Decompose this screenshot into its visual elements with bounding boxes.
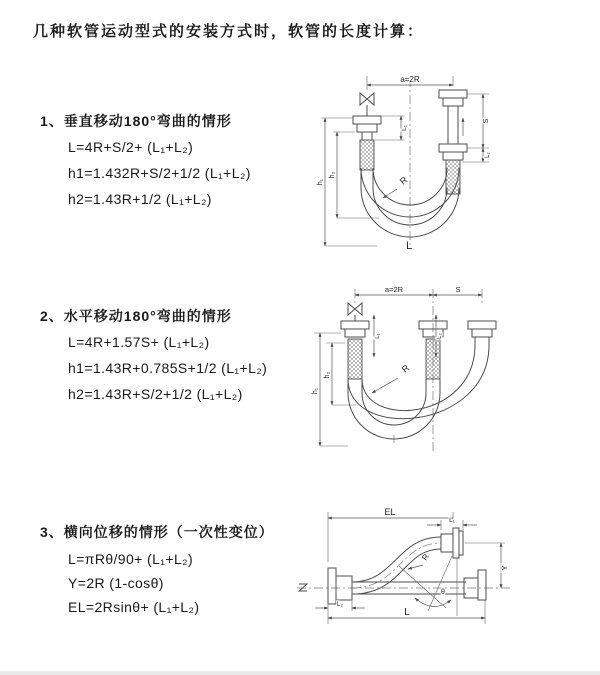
valve-icon: [360, 93, 374, 116]
diagram-1-linework: [321, 76, 489, 250]
angle-label: θ: [441, 589, 445, 596]
braid-section: [348, 339, 362, 379]
formula-line: h1=1.432R+S/2+1/2 (L₁+L₂): [68, 165, 251, 181]
dim-label-s: S: [455, 285, 461, 294]
dim-label-l1: L₁: [401, 125, 408, 131]
dim-label-h1: h₁: [317, 178, 324, 186]
dim-label-a2r: a=2R: [384, 285, 404, 294]
dim-label-s: S: [483, 118, 490, 124]
formula-line: h2=1.43R+S/2+1/2 (L₁+L₂): [68, 386, 243, 402]
dim-label-l1: L₁: [449, 517, 455, 524]
formula-line: h1=1.43R+0.785S+1/2 (L₁+L₂): [68, 360, 268, 376]
braid-section: [360, 140, 374, 170]
length-label: L: [404, 607, 410, 618]
formula-line: h2=1.43R+1/2 (L₁+L₂): [68, 191, 212, 207]
radius-label: R: [399, 362, 412, 375]
formula-line: L=πRθ/90+ (L₁+L₂): [68, 551, 194, 567]
dim-label-h2: h₂: [329, 171, 336, 179]
diagram-horizontal-180-bend: [312, 283, 592, 458]
dim-label-a2r: a=2R: [400, 75, 420, 84]
radius-label: R: [420, 552, 431, 563]
section-1-formulas: [68, 134, 251, 212]
section-1-heading: 1、垂直移动180°弯曲的情形: [40, 113, 232, 129]
formula-line: Y=2R (1-cosθ): [68, 575, 164, 591]
dim-label-l2: L₂: [437, 333, 443, 339]
formula-line: L=4R+S/2+ (L₁+L₂): [68, 139, 194, 155]
dim-label-y: Y: [500, 565, 509, 571]
formula-line: L=4R+1.57S+ (L₁+L₂): [68, 334, 210, 350]
centerline-break-mark: [299, 584, 307, 591]
page-title: 几种软管运动型式的安装方式时，软管的长度计算：: [33, 23, 425, 40]
scan-edge-strip: [0, 671, 600, 675]
valve-icon: [348, 303, 362, 321]
dim-label-h2: h₂: [324, 371, 331, 379]
radius-label: R: [397, 174, 410, 187]
dim-label-l2: L₂: [485, 152, 491, 158]
diagram-lateral-displacement: [295, 498, 595, 653]
section-2-heading: 2、水平移动180°弯曲的情形: [40, 308, 232, 324]
section-2-formulas: [68, 329, 267, 407]
diagram-vertical-180-bend: [315, 68, 585, 253]
formula-line: EL=2Rsinθ+ (L₁+L₂): [68, 599, 200, 615]
braid-section: [426, 339, 440, 379]
dim-label-l1: L₁: [375, 333, 381, 339]
dim-label-l2: L₂: [336, 601, 344, 608]
dim-label-el: EL: [384, 507, 396, 517]
section-3-heading: 3、横向位移的情形（一次性变位）: [40, 524, 274, 540]
dim-label-h1: h₁: [312, 387, 319, 395]
length-label: L: [406, 240, 413, 252]
section-3-formulas: [68, 547, 199, 619]
